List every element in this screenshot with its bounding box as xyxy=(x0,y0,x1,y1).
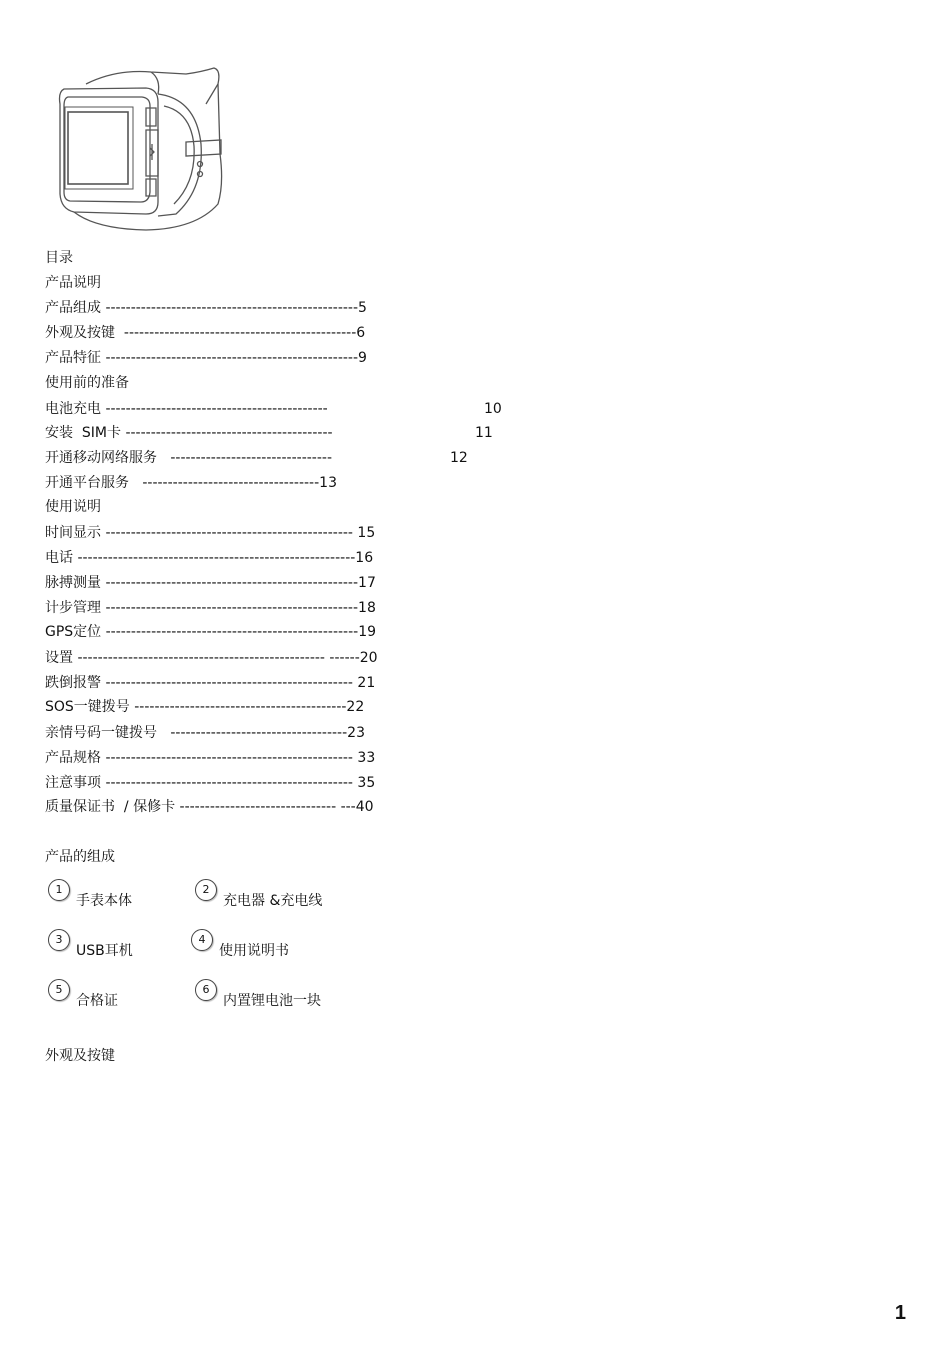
toc-entry[interactable]: 电话 -------------------------------------------------------16 xyxy=(45,550,374,566)
circled-number-3: 3 xyxy=(48,929,70,951)
circled-number-1: 1 xyxy=(48,879,70,901)
toc-entry-page: 10 xyxy=(484,401,502,417)
circled-number-6: 6 xyxy=(195,979,217,1001)
composition-item: 使用说明书 xyxy=(219,943,289,959)
composition-item: USB耳机 xyxy=(76,943,133,959)
circled-number-4: 4 xyxy=(191,929,213,951)
toc-entry[interactable]: GPS定位 --------------------------------------------------19 xyxy=(45,624,377,640)
toc-entry[interactable]: 时间显示 ------------------------------------------------- 15 xyxy=(45,525,376,541)
toc-section: 使用说明 xyxy=(45,499,101,515)
toc-entry[interactable]: 脉搏测量 --------------------------------------------------17 xyxy=(45,575,376,591)
toc-entry[interactable]: 计步管理 --------------------------------------------------18 xyxy=(45,600,376,616)
appearance-heading: 外观及按键 xyxy=(45,1048,115,1064)
toc-entry[interactable]: SOS一键拨号 ------------------------------------------22 xyxy=(45,699,365,715)
toc-entry[interactable]: 产品规格 ------------------------------------------------- 33 xyxy=(45,750,376,766)
toc-entry[interactable]: 跌倒报警 ------------------------------------------------- 21 xyxy=(45,675,376,691)
toc-section: 使用前的准备 xyxy=(45,375,129,391)
toc-entry[interactable]: 电池充电 -------------------------------------------- xyxy=(45,401,328,417)
composition-item: 充电器 &充电线 xyxy=(223,893,323,909)
toc-entry[interactable]: 产品特征 --------------------------------------------------9 xyxy=(45,350,367,366)
composition-item: 内置锂电池一块 xyxy=(223,993,321,1009)
toc-entry[interactable]: 产品组成 --------------------------------------------------5 xyxy=(45,300,367,316)
composition-item: 合格证 xyxy=(76,993,118,1009)
composition-item: 手表本体 xyxy=(76,893,132,909)
toc-entry[interactable]: 开通平台服务 -----------------------------------13 xyxy=(45,475,337,491)
page-number: 1 xyxy=(894,1302,906,1324)
toc-entry[interactable]: 设置 ------------------------------------------------- ------20 xyxy=(45,650,378,666)
toc-heading: 目录 xyxy=(45,250,73,266)
toc-entry[interactable]: 质量保证书 / 保修卡 ------------------------------- ---40 xyxy=(45,799,374,815)
toc-section: 产品说明 xyxy=(45,275,101,291)
toc-entry-page: 11 xyxy=(475,425,493,441)
toc-entry[interactable]: 外观及按键 ----------------------------------------------6 xyxy=(45,325,366,341)
toc-entry[interactable]: 亲情号码一键拨号 -----------------------------------23 xyxy=(45,725,365,741)
composition-heading: 产品的组成 xyxy=(45,849,115,865)
circled-number-2: 2 xyxy=(195,879,217,901)
toc-entry[interactable]: 开通移动网络服务 -------------------------------- xyxy=(45,450,333,466)
toc-entry[interactable]: 安装 SIM卡 ----------------------------------------- xyxy=(45,425,333,441)
toc-entry[interactable]: 注意事项 ------------------------------------------------- 35 xyxy=(45,775,376,791)
toc-entry-page: 12 xyxy=(450,450,468,466)
circled-number-5: 5 xyxy=(48,979,70,1001)
smartwatch-illustration xyxy=(46,64,226,234)
